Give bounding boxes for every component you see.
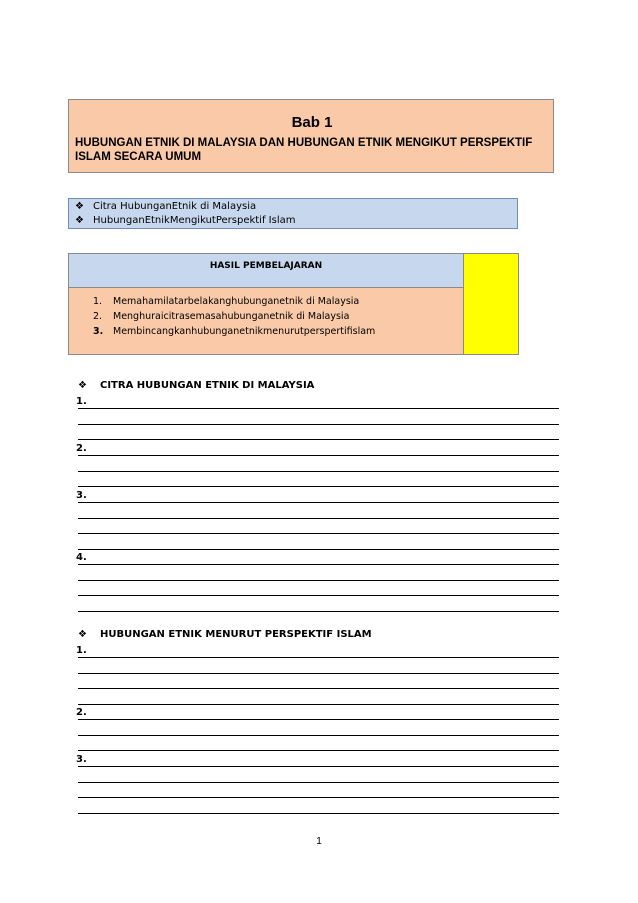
answer-line[interactable]	[78, 533, 559, 534]
answer-line[interactable]	[78, 564, 559, 565]
diamond-bullet-icon: ❖	[78, 380, 87, 391]
section-heading: ❖ CITRA HUBUNGAN ETNIK DI MALAYSIA	[78, 380, 315, 391]
highlight-cell	[464, 254, 518, 354]
answer-line[interactable]	[78, 580, 559, 581]
answer-line[interactable]	[78, 688, 559, 689]
answer-line[interactable]	[78, 782, 559, 783]
diamond-bullet-icon: ❖	[75, 201, 84, 212]
topic-label: HubunganEtnikMengikutPerspektif Islam	[93, 215, 296, 226]
answer-line[interactable]	[78, 455, 559, 456]
answer-number: 3.	[76, 754, 87, 765]
topic-label: Citra HubunganEtnik di Malaysia	[93, 201, 257, 212]
learning-outcomes-title: HASIL PEMBELAJARAN	[209, 261, 323, 271]
answer-line[interactable]	[78, 439, 559, 440]
answer-line[interactable]	[78, 750, 559, 751]
topic-item	[75, 201, 256, 212]
answer-line[interactable]	[78, 486, 559, 487]
answer-line[interactable]	[78, 797, 559, 798]
chapter-subtitle: HUBUNGAN ETNIK DI MALAYSIA DAN HUBUNGAN ETNIK MENGIKUT PERSPEKTIF ISLAM SECARA UMUM	[75, 137, 533, 163]
answer-number: 2.	[76, 443, 87, 454]
outcome-item: 2. Menghuraicitrasemasahubunganetnik di Malaysia	[93, 311, 350, 322]
page-number: 1	[316, 836, 322, 847]
answer-line[interactable]	[78, 813, 559, 814]
answer-line[interactable]	[78, 611, 559, 612]
answer-line[interactable]	[78, 735, 559, 736]
answer-line[interactable]	[78, 719, 559, 720]
outcome-item: 1. Memahamilatarbelakanghubunganetnik di Malaysia	[93, 296, 360, 307]
answer-number: 1.	[76, 396, 87, 407]
answer-line[interactable]	[78, 502, 559, 503]
answer-number: 1.	[76, 645, 87, 656]
chapter-title: Bab 1	[291, 114, 333, 131]
answer-line[interactable]	[78, 518, 559, 519]
chapter-title-box	[68, 99, 554, 173]
topics-box	[68, 198, 518, 229]
answer-line[interactable]	[78, 595, 559, 596]
section-heading: ❖ HUBUNGAN ETNIK MENURUT PERSPEKTIF ISLAM	[78, 629, 372, 640]
answer-number: 2.	[76, 707, 87, 718]
answer-line[interactable]	[78, 766, 559, 767]
answer-number: 4.	[76, 552, 87, 563]
answer-line[interactable]	[78, 408, 559, 409]
diamond-bullet-icon: ❖	[78, 629, 87, 640]
answer-line[interactable]	[78, 424, 559, 425]
answer-line[interactable]	[78, 704, 559, 705]
learning-outcomes-header	[69, 254, 464, 288]
answer-line[interactable]	[78, 673, 559, 674]
answer-line[interactable]	[78, 549, 559, 550]
answer-line[interactable]	[78, 657, 559, 658]
learning-outcomes-list	[69, 288, 464, 354]
outcome-item: 3. Membincangkanhubunganetnikmenurutperspertifislam	[93, 326, 376, 337]
learning-outcomes-table	[68, 253, 519, 355]
topic-item	[75, 215, 295, 226]
answer-number: 3.	[76, 490, 87, 501]
diamond-bullet-icon: ❖	[75, 215, 84, 226]
answer-line[interactable]	[78, 471, 559, 472]
